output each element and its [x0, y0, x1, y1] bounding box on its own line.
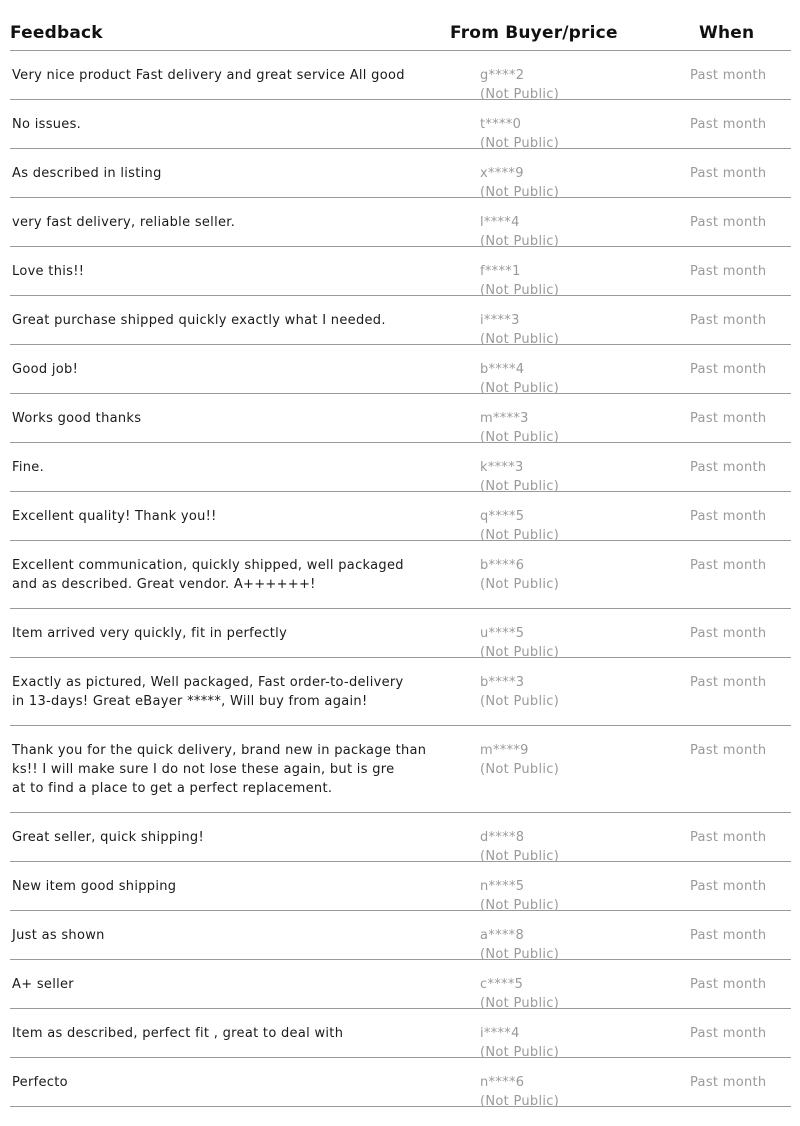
- buyer-cell: [480, 1073, 559, 1111]
- when-cell: Past month: [690, 313, 767, 328]
- column-header-when: When: [699, 23, 755, 43]
- when-cell: Past month: [690, 558, 767, 573]
- buyer-visibility: (Not Public): [480, 645, 560, 660]
- buyer-id: n****6: [480, 1075, 525, 1090]
- buyer-id: x****9: [480, 166, 524, 181]
- feedback-text: New item good shipping: [12, 879, 177, 894]
- buyer-id: b****4: [480, 362, 525, 377]
- table-row: [10, 345, 791, 394]
- buyer-id: q****5: [480, 509, 525, 524]
- buyer-cell: [480, 556, 559, 594]
- buyer-visibility: (Not Public): [480, 694, 560, 709]
- buyer-visibility: (Not Public): [480, 762, 560, 777]
- when-cell: Past month: [690, 68, 767, 83]
- feedback-text: Great seller, quick shipping!: [12, 830, 204, 845]
- when-cell: Past month: [690, 509, 767, 524]
- buyer-visibility: (Not Public): [480, 87, 560, 102]
- table-row: [10, 149, 791, 198]
- buyer-id: n****5: [480, 879, 525, 894]
- feedback-text: Love this!!: [12, 264, 85, 279]
- buyer-id: i****4: [480, 1026, 520, 1041]
- buyer-id: b****3: [480, 675, 525, 690]
- table-row: [10, 813, 791, 862]
- buyer-cell: [480, 213, 559, 251]
- table-row: [10, 541, 791, 609]
- feedback-text: As described in listing: [12, 166, 162, 181]
- table-row: [10, 1009, 791, 1058]
- buyer-cell: [480, 624, 559, 662]
- buyer-visibility: (Not Public): [480, 136, 560, 151]
- when-cell: Past month: [690, 264, 767, 279]
- buyer-visibility: (Not Public): [480, 234, 560, 249]
- buyer-cell: [480, 360, 559, 398]
- when-cell: Past month: [690, 977, 767, 992]
- feedback-text: Very nice product Fast delivery and great service All good: [12, 68, 405, 83]
- table-row: [10, 100, 791, 149]
- buyer-id: i****3: [480, 313, 520, 328]
- feedback-text: Item arrived very quickly, fit in perfectly: [12, 626, 288, 641]
- feedback-text: Perfecto: [12, 1075, 68, 1090]
- buyer-visibility: (Not Public): [480, 479, 560, 494]
- table-row: [10, 198, 791, 247]
- feedback-text: Good job!: [12, 362, 79, 377]
- feedback-text: Excellent quality! Thank you!!: [12, 509, 217, 524]
- buyer-visibility: (Not Public): [480, 849, 560, 864]
- buyer-id: c****5: [480, 977, 524, 992]
- when-cell: Past month: [690, 117, 767, 132]
- table-row: [10, 658, 791, 726]
- buyer-id: t****0: [480, 117, 522, 132]
- when-cell: Past month: [690, 460, 767, 475]
- buyer-id: f****1: [480, 264, 521, 279]
- table-row: [10, 960, 791, 1009]
- feedback-text: very fast delivery, reliable seller.: [12, 215, 236, 230]
- buyer-visibility: (Not Public): [480, 1045, 560, 1060]
- buyer-visibility: (Not Public): [480, 577, 560, 592]
- buyer-cell: [480, 409, 559, 447]
- table-row: [10, 726, 791, 813]
- when-cell: Past month: [690, 411, 767, 426]
- feedback-text: Fine.: [12, 460, 45, 475]
- when-cell: Past month: [690, 830, 767, 845]
- when-cell: Past month: [690, 1075, 767, 1090]
- table-header: [10, 0, 791, 51]
- buyer-cell: [480, 262, 559, 300]
- feedback-text: Thank you for the quick delivery, brand new in package than ks!! I will make sure I do not lose these again, but is gre at to find a place to get a perfect replacement.: [12, 743, 427, 796]
- buyer-visibility: (Not Public): [480, 283, 560, 298]
- buyer-cell: [480, 1024, 559, 1062]
- when-cell: Past month: [690, 928, 767, 943]
- buyer-cell: [480, 741, 559, 779]
- buyer-cell: [480, 975, 559, 1013]
- buyer-visibility: (Not Public): [480, 430, 560, 445]
- buyer-id: u****5: [480, 626, 525, 641]
- feedback-text: Great purchase shipped quickly exactly what I needed.: [12, 313, 386, 328]
- table-row: [10, 394, 791, 443]
- table-row: [10, 443, 791, 492]
- when-cell: Past month: [690, 1026, 767, 1041]
- buyer-cell: [480, 507, 559, 545]
- buyer-visibility: (Not Public): [480, 898, 560, 913]
- buyer-cell: [480, 115, 559, 153]
- buyer-cell: [480, 673, 559, 711]
- buyer-visibility: (Not Public): [480, 528, 560, 543]
- buyer-cell: [480, 458, 559, 496]
- feedback-text: A+ seller: [12, 977, 74, 992]
- feedback-text: Item as described, perfect fit , great to deal with: [12, 1026, 344, 1041]
- buyer-cell: [480, 877, 559, 915]
- feedback-text: Works good thanks: [12, 411, 142, 426]
- buyer-visibility: (Not Public): [480, 1094, 560, 1109]
- buyer-cell: [480, 311, 559, 349]
- table-row: [10, 296, 791, 345]
- when-cell: Past month: [690, 879, 767, 894]
- when-cell: Past month: [690, 626, 767, 641]
- when-cell: Past month: [690, 166, 767, 181]
- feedback-text: Excellent communication, quickly shipped, well packaged and as described. Great vendor. A++++++!: [12, 558, 404, 592]
- table-row: [10, 1058, 791, 1107]
- buyer-id: l****4: [480, 215, 520, 230]
- table-row: [10, 492, 791, 541]
- buyer-id: b****6: [480, 558, 525, 573]
- buyer-visibility: (Not Public): [480, 996, 560, 1011]
- feedback-text: Exactly as pictured, Well packaged, Fast order-to-delivery in 13-days! Great eBayer *****, Will buy from again!: [12, 675, 404, 709]
- buyer-cell: [480, 164, 559, 202]
- when-cell: Past month: [690, 215, 767, 230]
- buyer-visibility: (Not Public): [480, 947, 560, 962]
- buyer-visibility: (Not Public): [480, 381, 560, 396]
- buyer-cell: [480, 926, 559, 964]
- table-row: [10, 609, 791, 658]
- buyer-cell: [480, 66, 559, 104]
- buyer-id: m****9: [480, 743, 529, 758]
- feedback-table: [10, 0, 791, 1107]
- buyer-id: a****8: [480, 928, 525, 943]
- table-row: [10, 247, 791, 296]
- buyer-id: g****2: [480, 68, 525, 83]
- when-cell: Past month: [690, 675, 767, 690]
- when-cell: Past month: [690, 362, 767, 377]
- buyer-id: d****8: [480, 830, 525, 845]
- table-row: [10, 911, 791, 960]
- buyer-visibility: (Not Public): [480, 185, 560, 200]
- buyer-id: m****3: [480, 411, 529, 426]
- table-row: [10, 862, 791, 911]
- column-header-feedback: Feedback: [10, 23, 103, 43]
- column-header-buyer: From Buyer/price: [450, 23, 618, 43]
- feedback-text: No issues.: [12, 117, 82, 132]
- buyer-cell: [480, 828, 559, 866]
- buyer-id: k****3: [480, 460, 524, 475]
- buyer-visibility: (Not Public): [480, 332, 560, 347]
- table-row: [10, 51, 791, 100]
- feedback-text: Just as shown: [12, 928, 105, 943]
- when-cell: Past month: [690, 743, 767, 758]
